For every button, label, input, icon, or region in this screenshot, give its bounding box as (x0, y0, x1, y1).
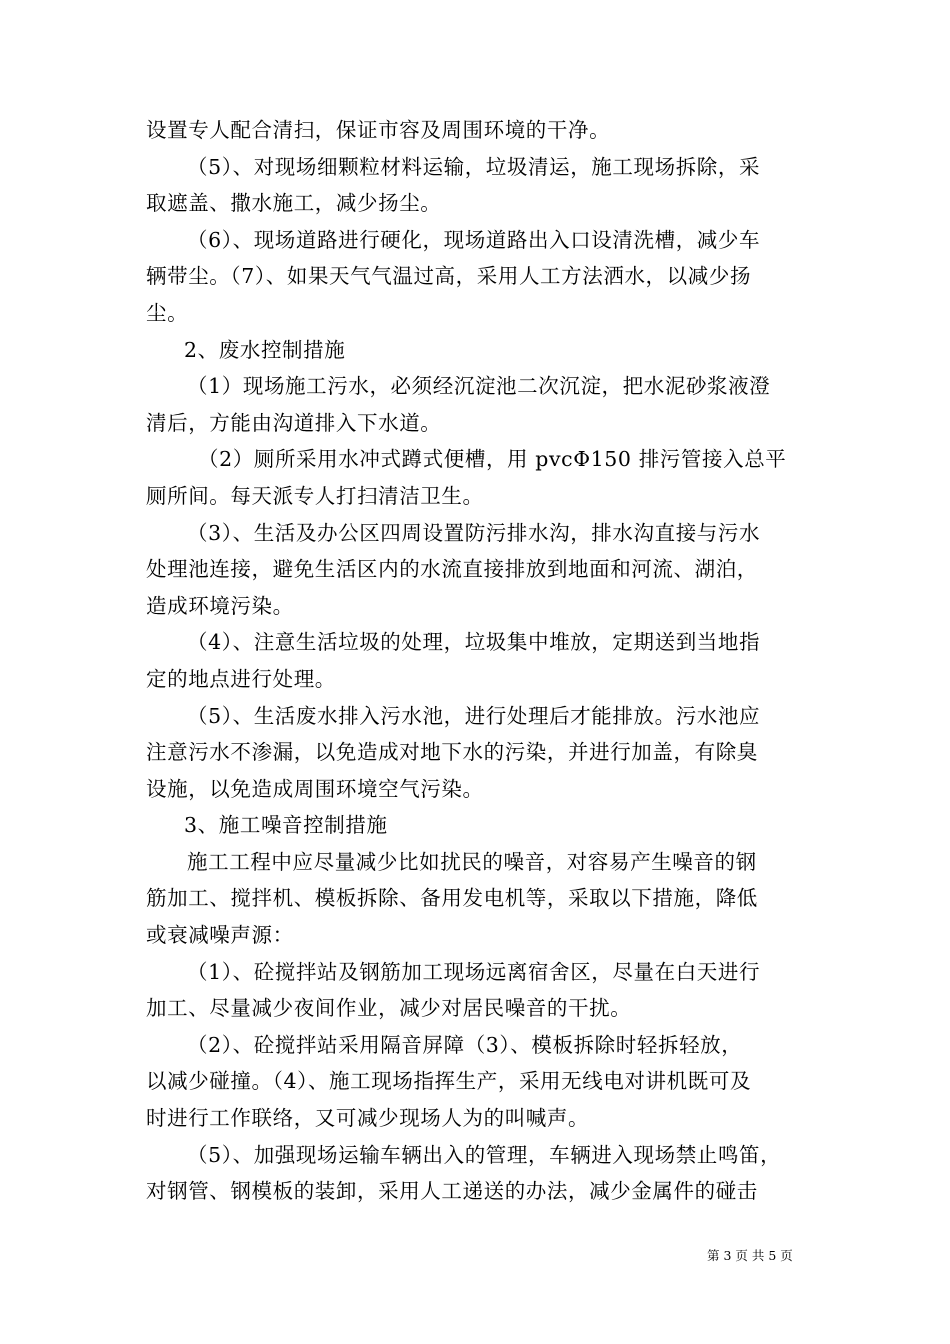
text-line: （1）现场施工污水，必须经沉淀池二次沉淀，把水泥砂浆液澄 (187, 374, 771, 399)
text-line: 尘。 (146, 300, 189, 325)
text-line: 时进行工作联络，又可减少现场人为的叫喊声。 (146, 1106, 590, 1131)
text-line: 施工工程中应尽量减少比如扰民的噪音，对容易产生噪音的钢 (187, 849, 757, 874)
text-line: （5）、生活废水排入污水池，进行处理后才能排放。污水池应 (187, 703, 761, 728)
text-line: 处理池连接，避免生活区内的水流直接排放到地面和河流、湖泊， (146, 557, 758, 582)
section-heading: 3、施工噪音控制措施 (184, 813, 388, 838)
text-line: 或衰减噪声源： (146, 923, 294, 948)
text-line: 筋加工、搅拌机、模板拆除、备用发电机等，采取以下措施，降低 (146, 886, 758, 911)
text-line: （6）、现场道路进行硬化，现场道路出入口设清洗槽，减少车 (187, 227, 761, 252)
section-heading: 2、废水控制措施 (184, 337, 346, 362)
text-line: 厕所间。每天派专人打扫清洁卫生。 (146, 483, 484, 508)
text-line: 清后，方能由沟道排入下水道。 (146, 410, 442, 435)
text-line: （4）、注意生活垃圾的处理，垃圾集中堆放，定期送到当地指 (187, 630, 761, 655)
document-body (146, 112, 816, 1210)
text-line: （2）厕所采用水冲式蹲式便槽，用 pvcΦ150 排污管接入总平 (198, 447, 787, 472)
text-line: （2）、砼搅拌站采用隔音屏障（3）、模板拆除时轻拆轻放， (187, 1032, 743, 1057)
text-line: （1）、砼搅拌站及钢筋加工现场远离宿舍区，尽量在白天进行 (187, 959, 761, 984)
page-number: 第 3 页 共 5 页 (707, 1248, 793, 1263)
text-line: 对钢管、钢模板的装卸，采用人工递送的办法，减少金属件的碰击 (146, 1179, 758, 1204)
text-line: 设施，以免造成周围环境空气污染。 (146, 776, 484, 801)
text-line: 注意污水不渗漏，以免造成对地下水的污染，并进行加盖，有除臭 (146, 740, 758, 765)
text-line: 设置专人配合清扫，保证市容及周围环境的干净。 (146, 118, 611, 142)
text-line: （3）、生活及办公区四周设置防污排水沟，排水沟直接与污水 (187, 520, 761, 545)
text-line: 辆带尘。（7）、如果天气气温过高，采用人工方法洒水，以减少扬 (146, 264, 752, 289)
text-line: 以减少碰撞。（4）、施工现场指挥生产，采用无线电对讲机既可及 (146, 1069, 752, 1094)
text-line: 造成环境污染。 (146, 593, 294, 618)
text-line: 加工、尽量减少夜间作业，减少对居民噪音的干扰。 (146, 996, 632, 1021)
text-line: （5）、对现场细颗粒材料运输，垃圾清运，施工现场拆除，采 (187, 154, 761, 179)
text-line: 定的地点进行处理。 (146, 666, 336, 691)
text-line: （5）、加强现场运输车辆出入的管理，车辆进入现场禁止鸣笛， (187, 1142, 782, 1167)
text-line: 取遮盖、撒水施工，减少扬尘。 (146, 191, 442, 216)
